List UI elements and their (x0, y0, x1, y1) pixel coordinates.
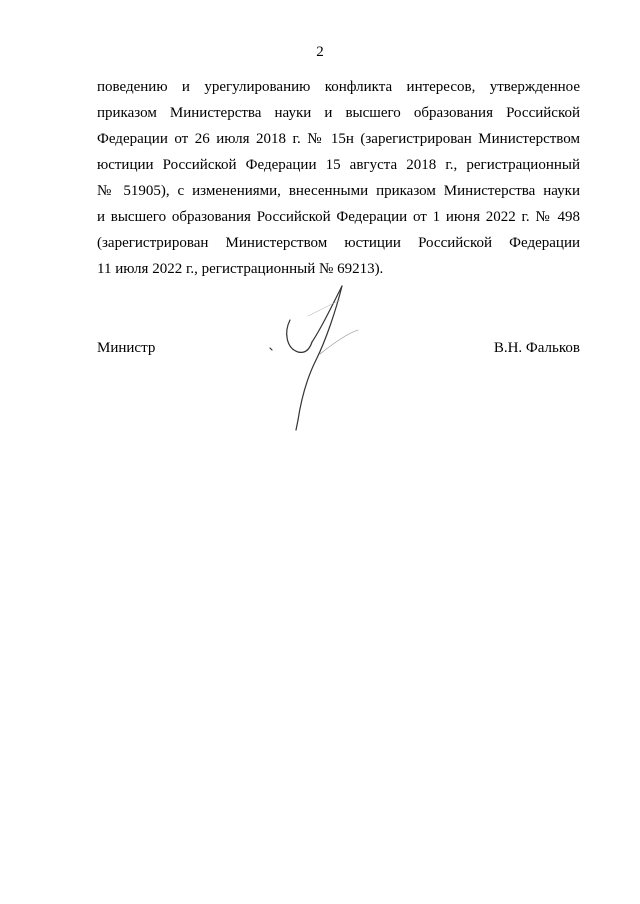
body-paragraph (97, 74, 580, 282)
paragraph-line: Федерации от 26 июля 2018 г. № 15н (зарегистрирован Министерством (97, 131, 580, 147)
paragraph-line: приказом Министерства науки и высшего образования Российской (97, 105, 580, 121)
paragraph-line: юстиции Российской Федерации 15 августа 2018 г., регистрационный (97, 157, 580, 173)
paragraph-line: поведению и урегулированию конфликта интересов, утвержденное (97, 79, 580, 95)
paragraph-line: (зарегистрирован Министерством юстиции Российской Федерации (97, 235, 580, 251)
paragraph-line: № 51905), с изменениями, внесенными приказом Министерства науки (97, 183, 580, 199)
paragraph-line: 11 июля 2022 г., регистрационный № 69213). (97, 261, 384, 277)
page-number: 2 (316, 44, 324, 60)
signatory-title: Министр (97, 340, 156, 356)
signatory-name: В.Н. Фальков (493, 340, 580, 356)
handwritten-signature (250, 270, 380, 440)
paragraph-line: и высшего образования Российской Федерации от 1 июня 2022 г. № 498 (97, 209, 580, 225)
